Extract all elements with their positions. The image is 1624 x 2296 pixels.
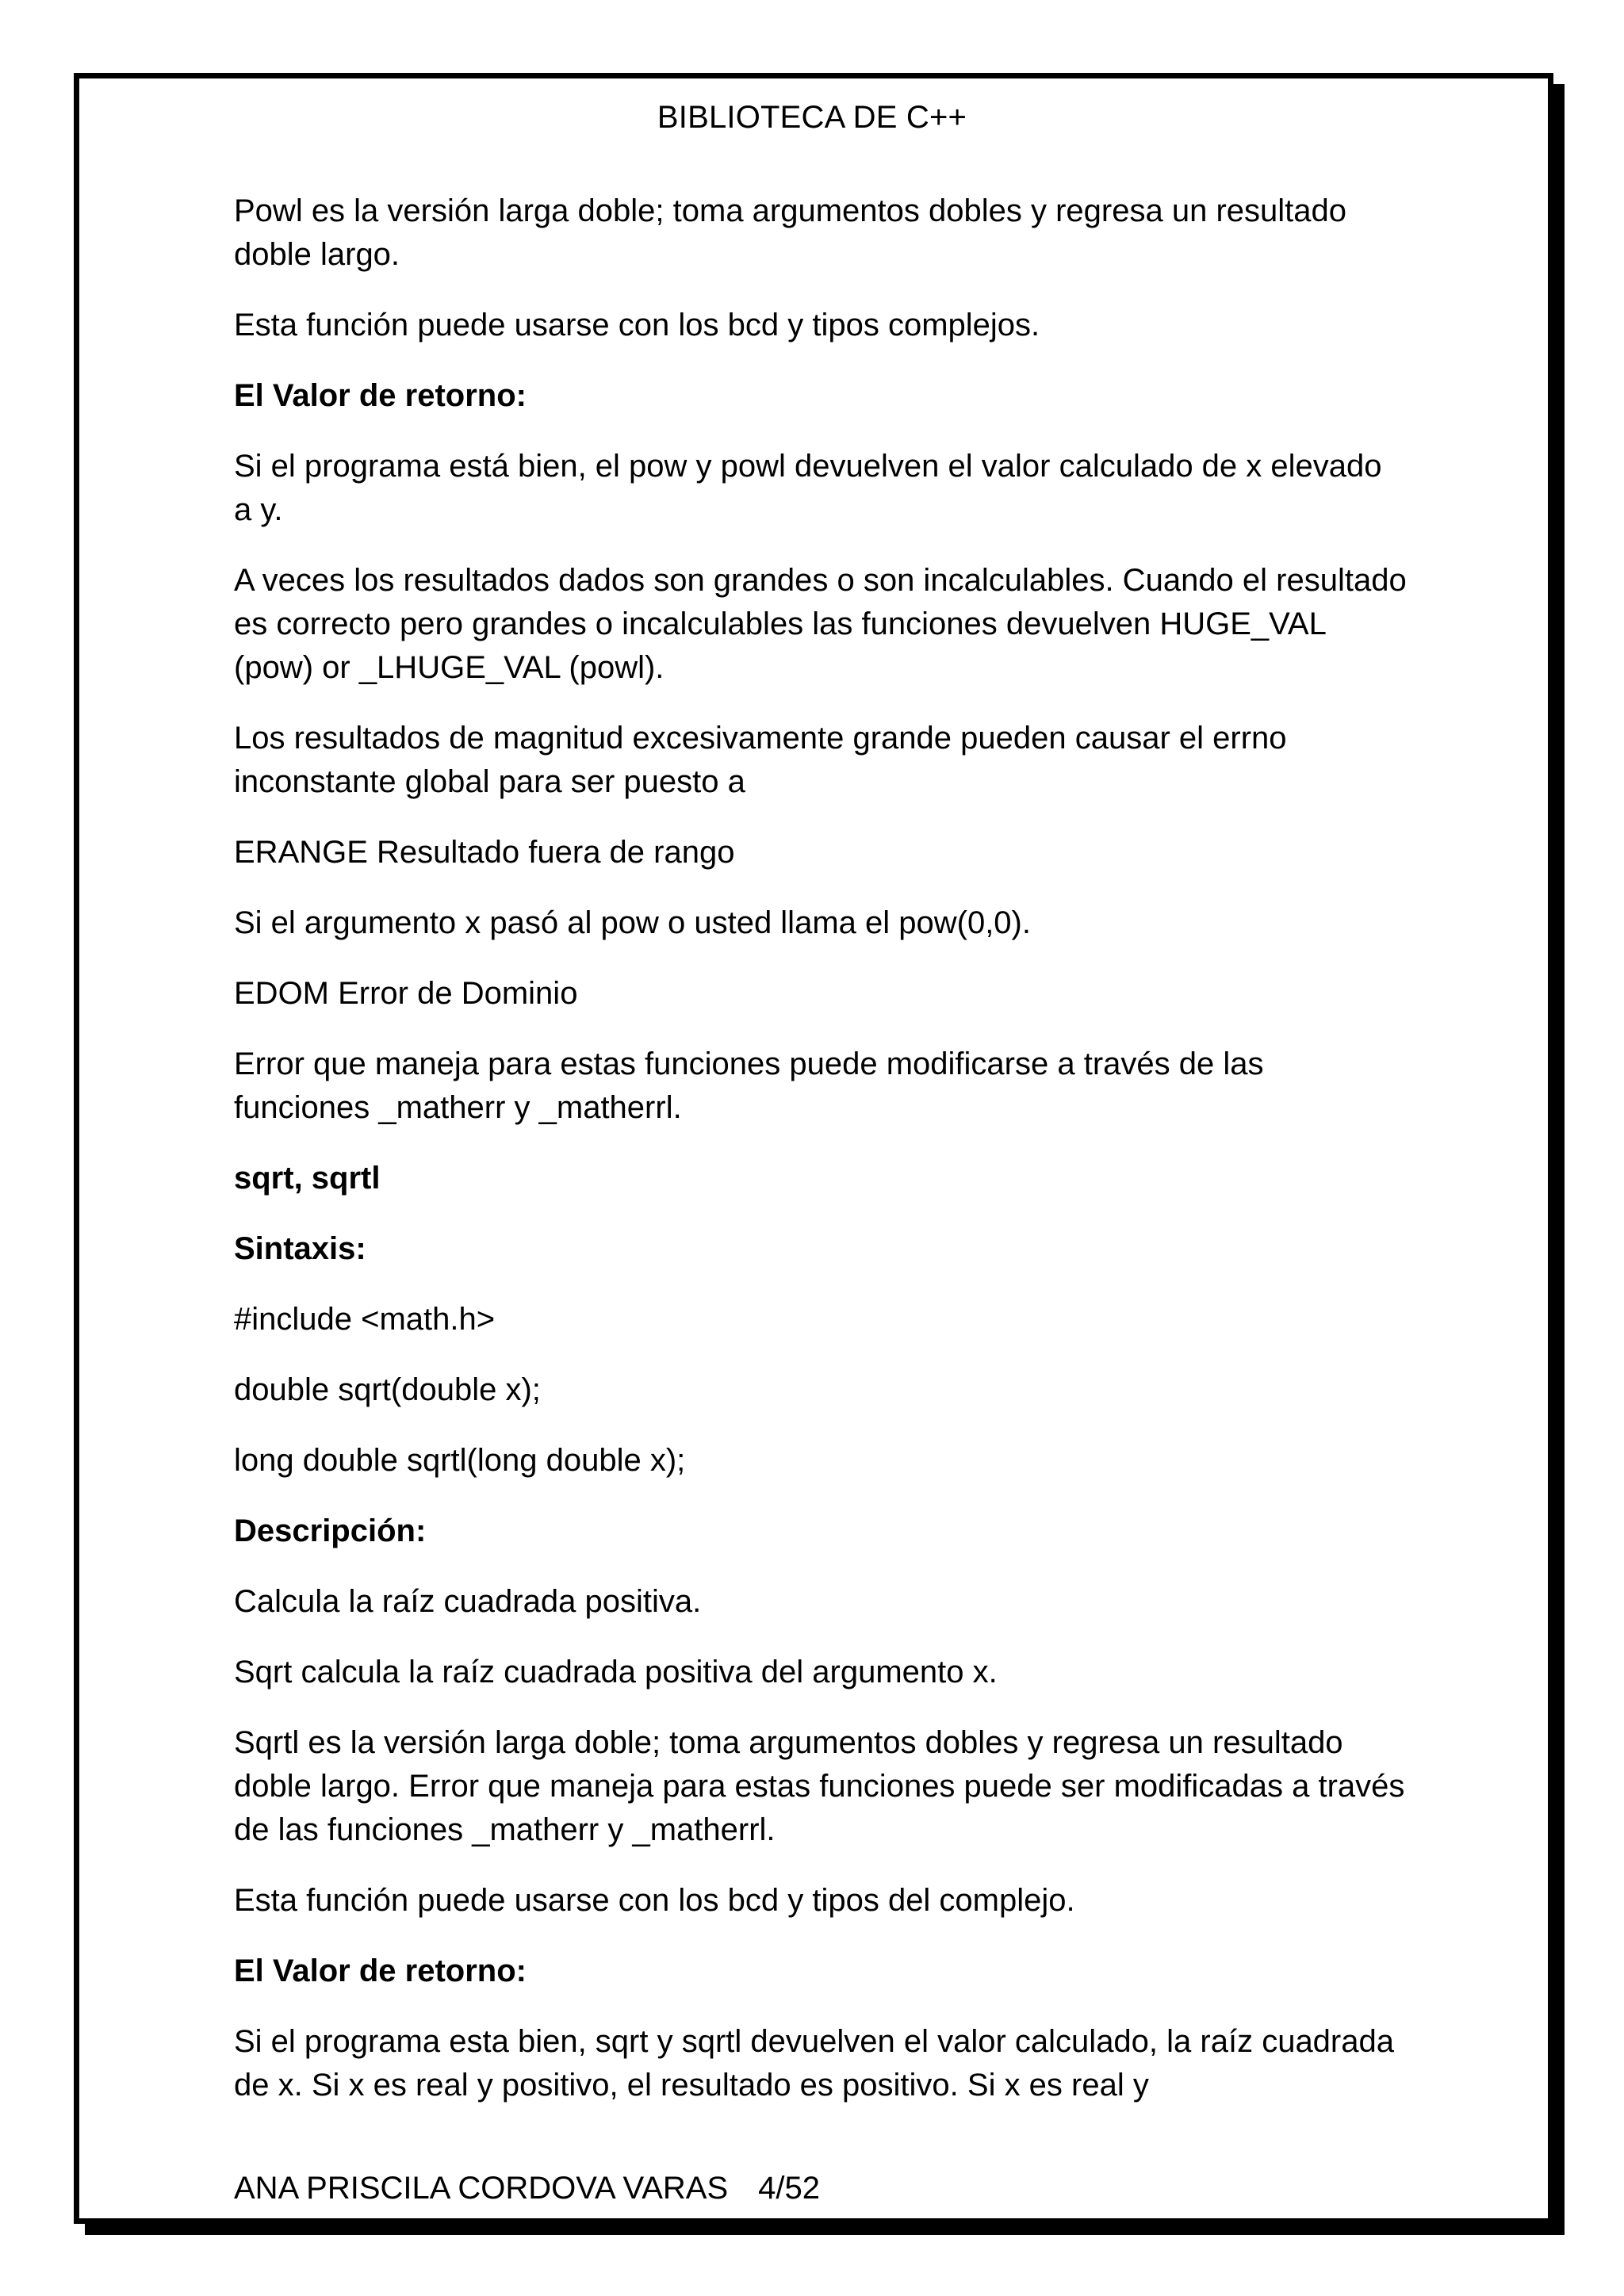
paragraph: Los resultados de magnitud excesivamente grande pueden causar el errno inconstante global para ser puesto a (234, 721, 1287, 799)
paragraph: Esta función puede usarse con los bcd y tipos del complejo. (234, 1883, 1075, 1918)
paragraph: Si el programa está bien, el pow y powl devuelven el valor calculado de x elevado a y. (234, 449, 1382, 527)
section-heading: Descripción: (234, 1513, 427, 1548)
section-heading: El Valor de retorno: (234, 1954, 527, 1988)
paragraph: Calcula la raíz cuadrada positiva. (234, 1584, 702, 1619)
section-heading: El Valor de retorno: (234, 378, 527, 413)
page-header-title: BIBLIOTECA DE C++ (657, 100, 967, 135)
code-line: long double sqrtl(long double x); (234, 1443, 686, 1478)
document-body (234, 189, 1408, 2134)
section-heading: sqrt, sqrtl (234, 1161, 381, 1196)
paragraph: Si el programa esta bien, sqrt y sqrtl devuelven el valor calculado, la raíz cuadrada de x. Si x es real y positivo, el resultado es positivo. Si x es real y (234, 2024, 1394, 2103)
paragraph: EDOM Error de Dominio (234, 976, 578, 1011)
paragraph: Powl es la versión larga doble; toma argumentos dobles y regresa un resultado doble largo. (234, 193, 1347, 272)
paragraph: Sqrt calcula la raíz cuadrada positiva del argumento x. (234, 1655, 998, 1689)
section-heading: Sintaxis: (234, 1231, 366, 1266)
paragraph: ERANGE Resultado fuera de rango (234, 835, 735, 870)
code-line: double sqrt(double x); (234, 1372, 541, 1407)
footer-author: ANA PRISCILA CORDOVA VARAS (234, 2171, 729, 2206)
paragraph: Error que maneja para estas funciones puede modificarse a través de las funciones _matherr y _matherrl. (234, 1047, 1264, 1125)
code-line: #include <math.h> (234, 1302, 496, 1337)
page-footer (234, 2166, 820, 2210)
paragraph: Sqrtl es la versión larga doble; toma argumentos dobles y regresa un resultado doble largo. Error que maneja para estas funciones puede ser modificadas a través de las funciones _matherr y _matherrl. (234, 1725, 1405, 1847)
paragraph: A veces los resultados dados son grandes o son incalculables. Cuando el resultado es correcto pero grandes o incalculables las funciones devuelven HUGE_VAL (pow) or _LHUGE_VAL (powl). (234, 563, 1407, 685)
paragraph: Esta función puede usarse con los bcd y tipos complejos. (234, 308, 1040, 342)
footer-page-number: 4/52 (758, 2171, 821, 2206)
paragraph: Si el argumento x pasó al pow o usted llama el pow(0,0). (234, 905, 1031, 940)
